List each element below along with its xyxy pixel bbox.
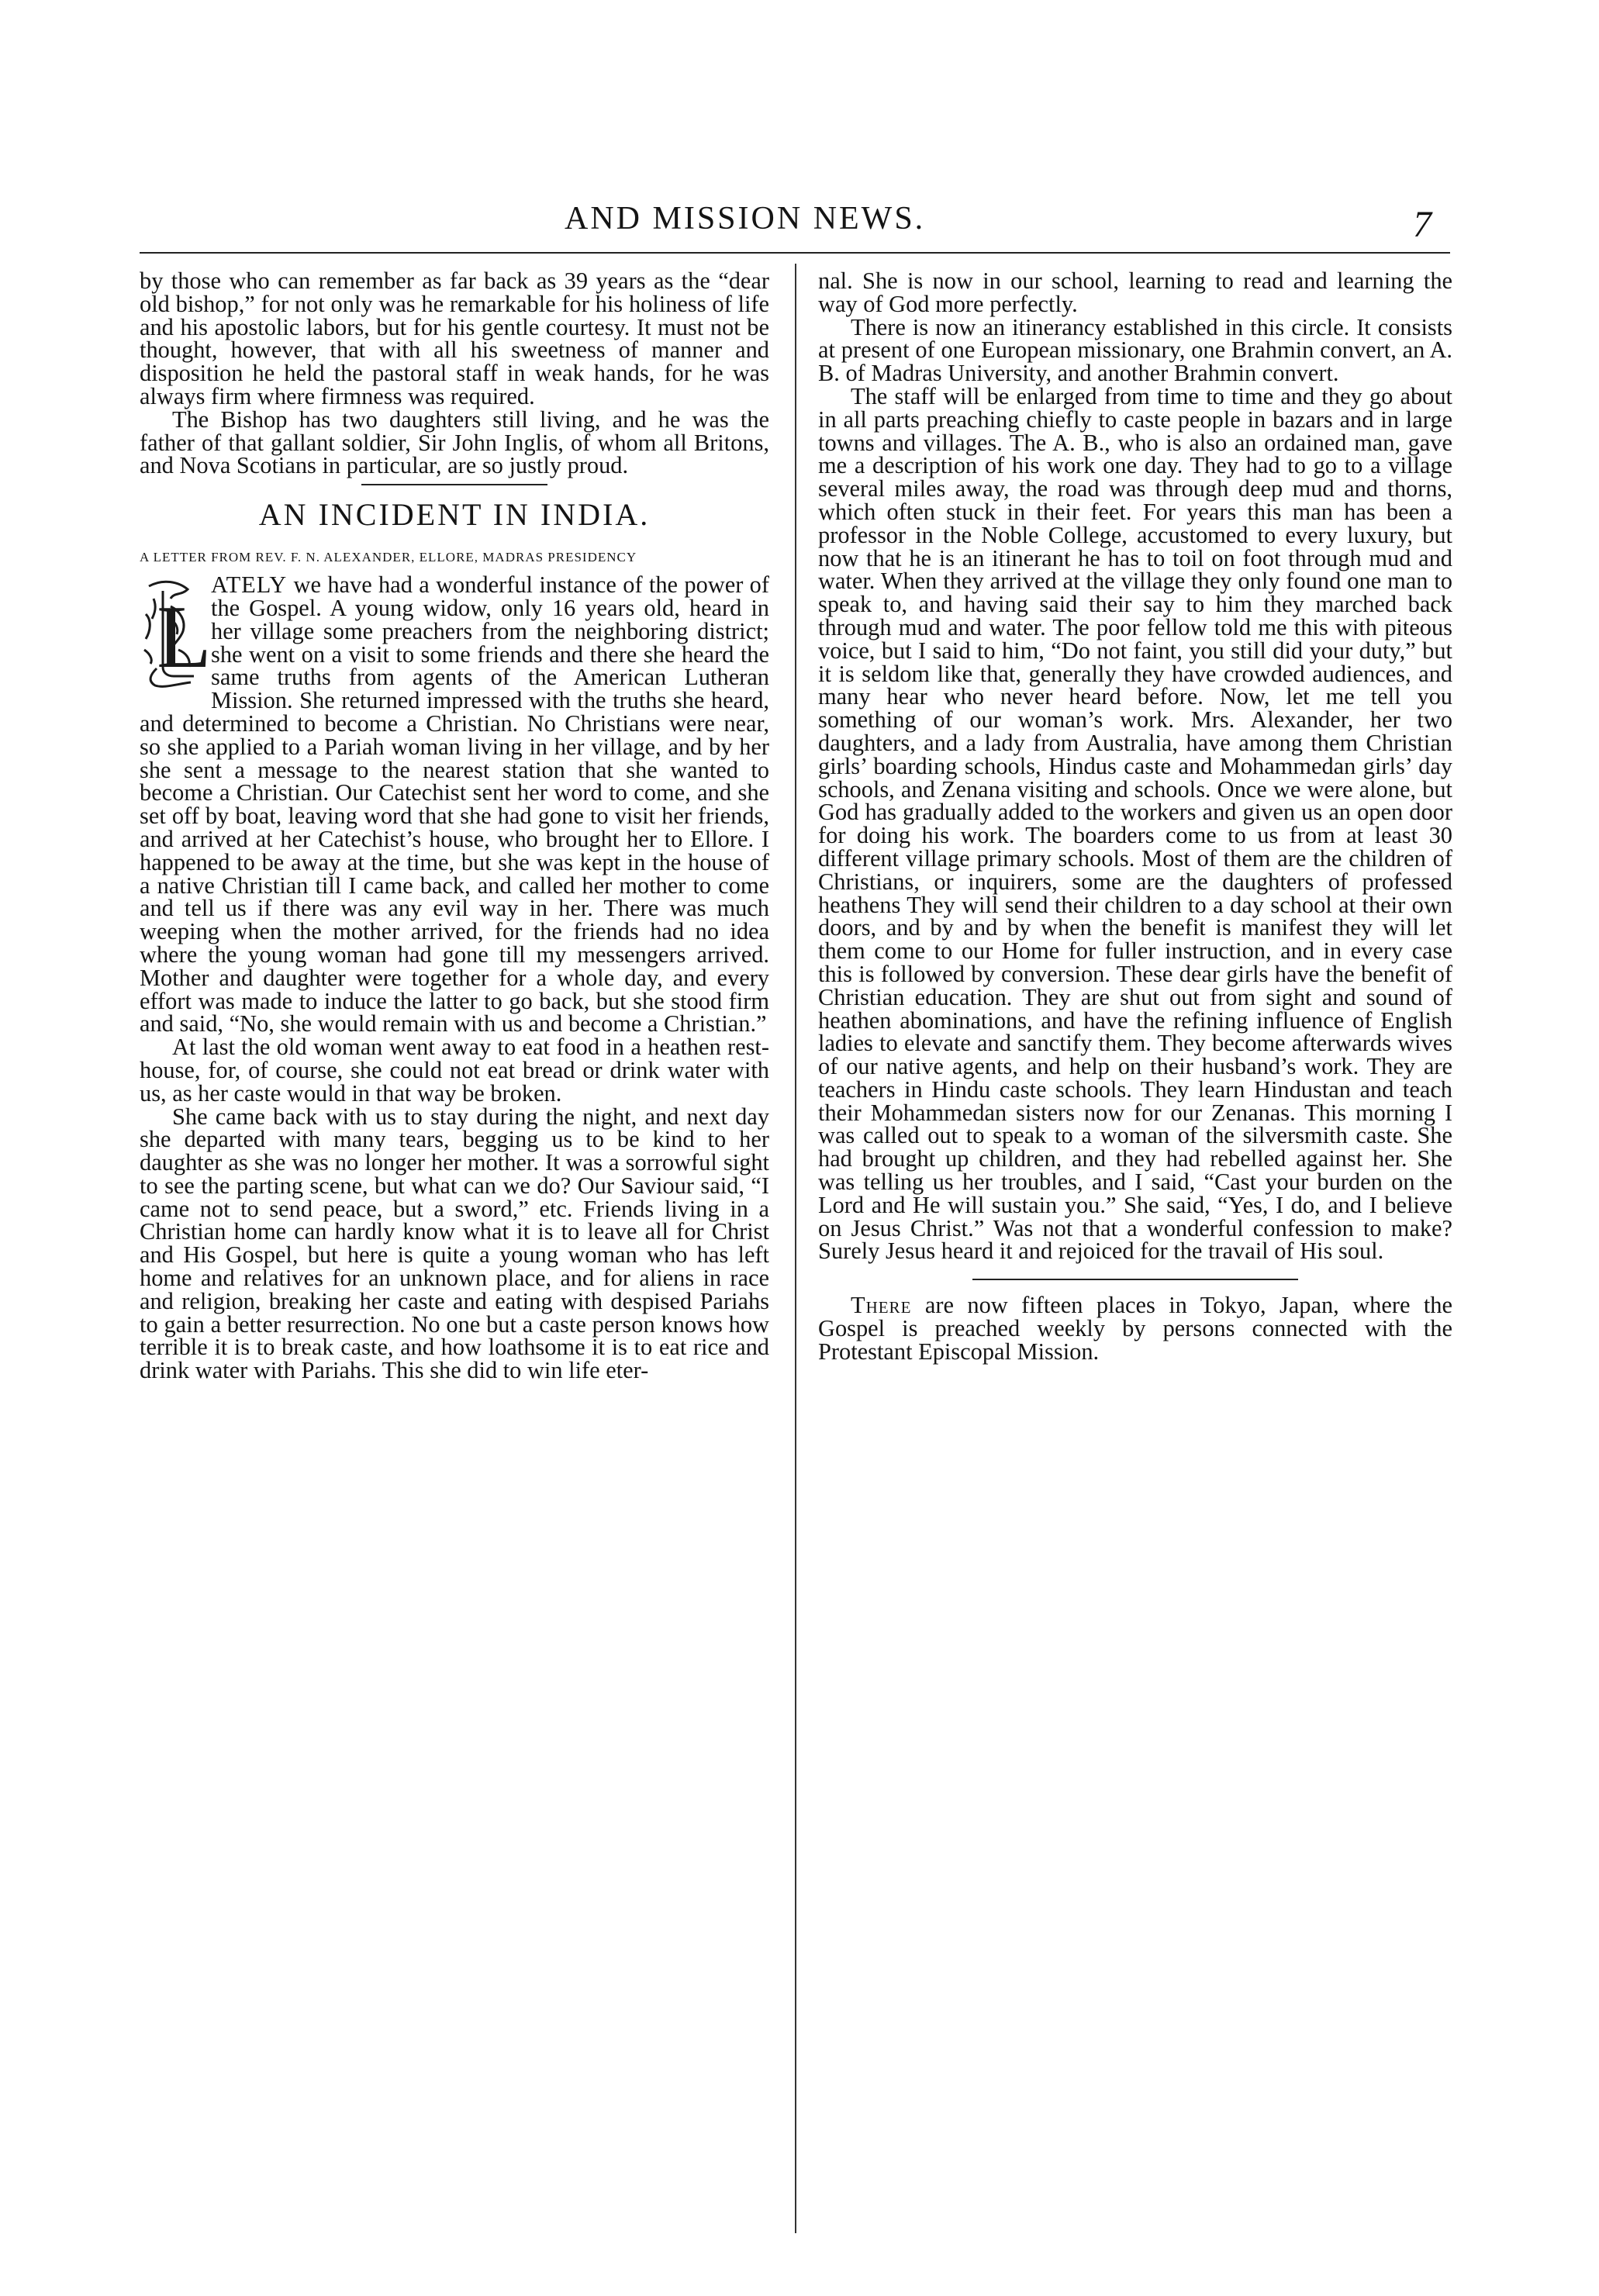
- note-divider: [972, 1279, 1298, 1280]
- column-divider: [795, 264, 796, 2233]
- left-paragraph-5: She came back with us to stay during the night, and next day she departed with many tears, begging us to be kind to her daughter as she was no longer her mother. It was a sorrowful sight to see the parting scene, but what can we do? Our Saviour said, “I came not to send peace, but a sword,” etc. Friends living in a Christian home can hardly know what it is to leave all for Christ and His Gospel, but here is quite a young woman who has left home and relatives for an unknown place, and for aliens in race and religion, breaking her caste and eating with despised Pariahs to gain a better resurrection. No one but a caste person knows how terrible it is to break caste, and how loathsome it is to eat rice and drink water with Pariahs. This she did to win life eter-: [140, 1103, 769, 1384]
- left-column: [140, 270, 769, 1383]
- left-paragraph-3-text: we have had a wonderful instance of the power of the Gospel. A young widow, only 16 years old, heard in her village some preachers from the neighboring district; she went on a visit to some friends and there she heard the same truths from agents of the American Lutheran Mission. She returned impressed with the truths she heard, and determined to become a Christian. No Christians were near, so she applied to a Pariah woman living in her village, and by her she sent a message to the nearest station that she wanted to become a Christian. Our Catechist sent her word to come, and she set off by boat, leaving word that she had gone to visit her friends, and arrived at her Catechist’s house, who brought her to Ellore. I happened to be away at the time, but she was kept in the house of a native Christian till I came back, and called her mother to come and tell us if there was any evil way in her. There was much weeping when the mother arrived, for the friends had no idea where the young woman had gone till my messengers arrived. Mother and daughter were together for a whole day, and every effort was made to induce the latter to go back, but she stood firm and said, “No, she would remain with us and become a Christian.”: [140, 571, 769, 1038]
- running-header: AND MISSION NEWS.: [565, 201, 926, 237]
- left-paragraph-3: [140, 571, 769, 1038]
- right-paragraph-2: There is now an itinerancy established in this circle. It consists at present of one European missionary, one Brahmin convert, an A. B. of Madras University, and another Brahmin convert.: [818, 313, 1452, 387]
- dropcap-letter: L: [157, 588, 212, 688]
- right-column: [818, 270, 1452, 1364]
- right-paragraph-1: nal. She is now in our school, learning to read and learning the way of God more perfectly.: [818, 268, 1452, 317]
- left-paragraph-2: The Bishop has two daughters still living, and he was the father of that gallant soldier, Sir John Inglis, of whom all Britons, and Nova Scotians in particular, are so justly proud.: [140, 406, 769, 479]
- note-lead-word: There: [851, 1292, 912, 1319]
- left-paragraph-1: by those who can remember as far back as 39 years as the “dear old bishop,” for not only was he remarkable for his holiness of life and his apostolic labors, but for his gentle courtesy. It must not be thought, however, that with all his sweetness of manner and disposition he held the pastoral staff in weak hands, for he was always firm where firmness was required.: [140, 268, 769, 409]
- left-paragraph-4: At last the old woman went away to eat food in a heathen rest-house, for, of course, she could not eat bread or drink water with us, as her caste would in that way be broken.: [140, 1034, 769, 1107]
- header-rule: [140, 252, 1450, 254]
- right-paragraph-3: The staff will be enlarged from time to time and they go about in all parts preaching chiefly to caste people in bazars and in large towns and villages. The A. B., who is also an ordained man, gave me a description of his work one day. They had to go to a village several miles away, the road was through deep mud and thorns, which often stuck in their feet. For years this man has been a professor in the Noble College, accustomed to every luxury, but now that he is an itinerant he has to toil on foot through mud and water. When they arrived at the village they only found one man to speak to, and having said their say to him they marched back through mud and water. The poor fellow told me this with piteous voice, but I said to him, “Do not faint, you still did your duty,” but it is seldom like that, generally they have crowded audiences, and many hear who never heard before. Now, let me tell you something of our woman’s work. Mrs. Alexander, her two daughters, and a lady from Australia, have among them Christian girls’ boarding schools, Hindus caste and Mohammedan girls’ day schools, and Zenana visiting and schools. Once we were alone, but God has gradually added to the workers and given us an open door for doing his work. The boarders come to us from at least 30 different village primary schools. Most of them are the children of Christians, or inquirers, some are the daughters of professed heathens They will send their children to a day school at their own doors, and by and by when the benefit is manifest they will let them come to our Home for fuller instruction, and in every case this is followed by conversion. These dear girls have the benefit of Christian education. They are shut out from sight and sound of heathen abominations, and have the refining influence of English ladies to elevate and sanctify them. They become afterwards wives of our native agents, and help on their husband’s work. They are teachers in Hindu caste schools. They learn Hindustan and teach their Mohammedan sisters now for our Zenanas. This morning I was called out to speak to a woman of the silversmith caste. She had brought up children, and they had rebelled against her. She was telling us her troubles, and I said, “Cast your burden on the Lord and He will sustain you.” She said, “Yes, I do, and I believe on Jesus Christ.” Was not that a wonderful confession to make? Surely Jesus heard it and rejoiced for the travail of His soul.: [818, 382, 1452, 1265]
- section-divider: [361, 484, 547, 485]
- lead-word: ATELY: [211, 571, 288, 599]
- note-paragraph: [818, 1294, 1452, 1363]
- note-text: are now fifteen places in Tokyo, Japan, where the Gospel is preached weekly by persons connected with the Protestant Episcopal Mission.: [818, 1292, 1452, 1365]
- page-number: 7: [1413, 204, 1432, 245]
- article-title: AN INCIDENT IN INDIA.: [258, 497, 651, 533]
- article-byline: A LETTER FROM REV. F. N. ALEXANDER, ELLORE, MADRAS PRESIDENCY: [140, 550, 637, 565]
- dropcap-ornament-icon: [140, 575, 212, 692]
